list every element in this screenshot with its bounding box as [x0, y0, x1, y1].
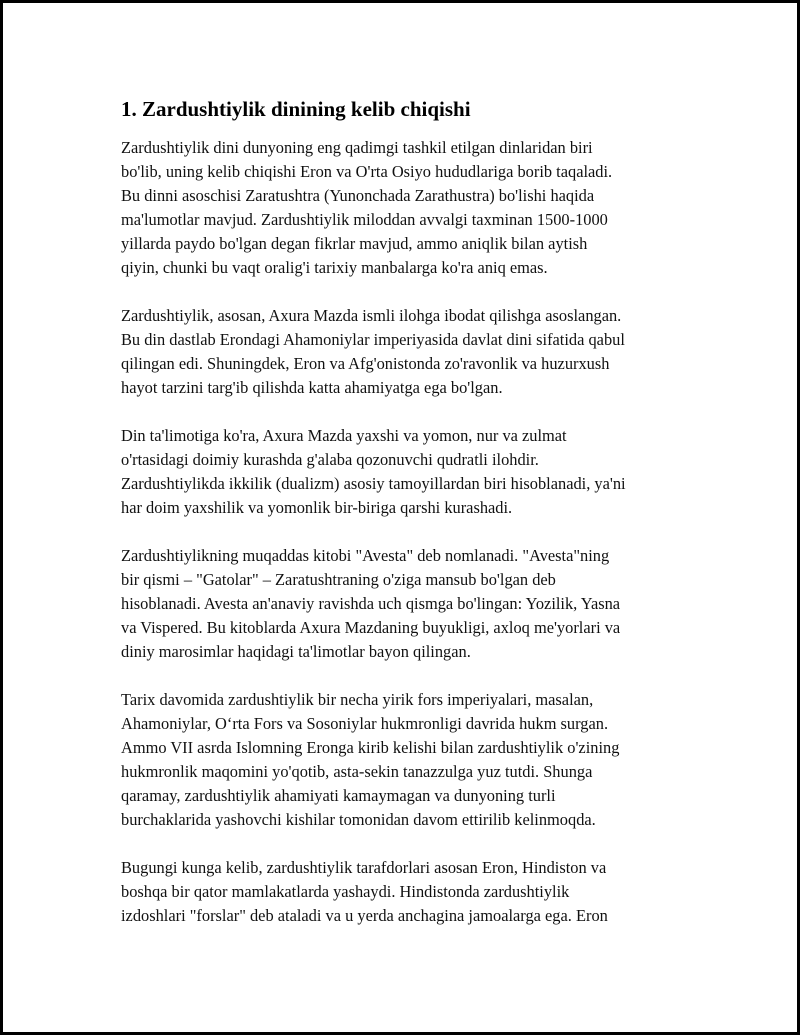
paragraph-line: izdoshlari "forslar" deb ataladi va u yerda anchagina jamoalarga ega. Eron — [121, 906, 608, 925]
paragraph-line: qiyin, chunki bu vaqt oralig'i tarixiy manbalarga ko'ra aniq emas. — [121, 258, 548, 277]
paragraph-line: Zardushtiylikning muqaddas kitobi "Avesta" deb nomlanadi. "Avesta"ning — [121, 546, 610, 565]
paragraph-line: bo'lib, uning kelib chiqishi Eron va O'rta Osiyo hududlariga borib taqaladi. — [121, 162, 613, 181]
paragraph-line: boshqa bir qator mamlakatlarda yashaydi. Hindistonda zardushtiylik — [121, 882, 570, 901]
paragraph-list — [121, 136, 701, 928]
document-body — [121, 96, 701, 928]
paragraph-line: hisoblanadi. Avesta an'anaviy ravishda uch qismga bo'lingan: Yozilik, Yasna — [121, 594, 621, 613]
paragraph — [121, 136, 701, 280]
paragraph-line: Zardushtiylik, asosan, Axura Mazda ismli ilohga ibodat qilishga asoslangan. — [121, 306, 622, 325]
paragraph-line: Zardushtiylik dini dunyoning eng qadimgi tashkil etilgan dinlaridan biri — [121, 138, 593, 157]
paragraph-line: hukmronlik maqomini yo'qotib, asta-sekin tanazzulga yuz tutdi. Shunga — [121, 762, 593, 781]
paragraph — [121, 544, 701, 664]
paragraph-line: yillarda paydo bo'lgan degan fikrlar mavjud, ammo aniqlik bilan aytish — [121, 234, 588, 253]
paragraph-line: Ammo VII asrda Islomning Eronga kirib kelishi bilan zardushtiylik o'zining — [121, 738, 620, 757]
paragraph — [121, 424, 701, 520]
paragraph-line: Din ta'limotiga ko'ra, Axura Mazda yaxshi va yomon, nur va zulmat — [121, 426, 567, 445]
paragraph — [121, 304, 701, 400]
section-heading: 1. Zardushtiylik dinining kelib chiqishi — [121, 97, 471, 121]
paragraph-line: burchaklarida yashovchi kishilar tomonidan davom ettirilib kelinmoqda. — [121, 810, 596, 829]
paragraph-line: qilingan edi. Shuningdek, Eron va Afg'onistonda zo'ravonlik va huzurxush — [121, 354, 610, 373]
paragraph-line: va Vispered. Bu kitoblarda Axura Mazdaning buyukligi, axloq me'yorlari va — [121, 618, 621, 637]
paragraph-line: har doim yaxshilik va yomonlik bir-biriga qarshi kurashadi. — [121, 498, 513, 517]
paragraph-line: ma'lumotlar mavjud. Zardushtiylik miloddan avvalgi taxminan 1500-1000 — [121, 210, 608, 229]
paragraph-line: qaramay, zardushtiylik ahamiyati kamaymagan va dunyoning turli — [121, 786, 556, 805]
paragraph-line: Tarix davomida zardushtiylik bir necha yirik fors imperiyalari, masalan, — [121, 690, 594, 709]
paragraph-line: diniy marosimlar haqidagi ta'limotlar bayon qilingan. — [121, 642, 471, 661]
paragraph — [121, 856, 701, 928]
paragraph-line: hayot tarzini targ'ib qilishda katta ahamiyatga ega bo'lgan. — [121, 378, 503, 397]
paragraph-line: Bu din dastlab Erondagi Ahamoniylar imperiyasida davlat dini sifatida qabul — [121, 330, 625, 349]
paragraph-line: o'rtasidagi doimiy kurashda g'alaba qozonuvchi qudratli ilohdir. — [121, 450, 539, 469]
paragraph-line: Zardushtiylikda ikkilik (dualizm) asosiy tamoyillardan biri hisoblanadi, ya'ni — [121, 474, 626, 493]
paragraph-line: Bu dinni asoschisi Zaratushtra (Yunonchada Zarathustra) bo'lishi haqida — [121, 186, 595, 205]
paragraph-line: Bugungi kunga kelib, zardushtiylik tarafdorlari asosan Eron, Hindiston va — [121, 858, 607, 877]
paragraph — [121, 688, 701, 832]
paragraph-line: bir qismi – "Gatolar" – Zaratushtraning o'ziga mansub bo'lgan deb — [121, 570, 556, 589]
paragraph-line: Ahamoniylar, O‘rta Fors va Sosoniylar hukmronligi davrida hukm surgan. — [121, 714, 609, 733]
